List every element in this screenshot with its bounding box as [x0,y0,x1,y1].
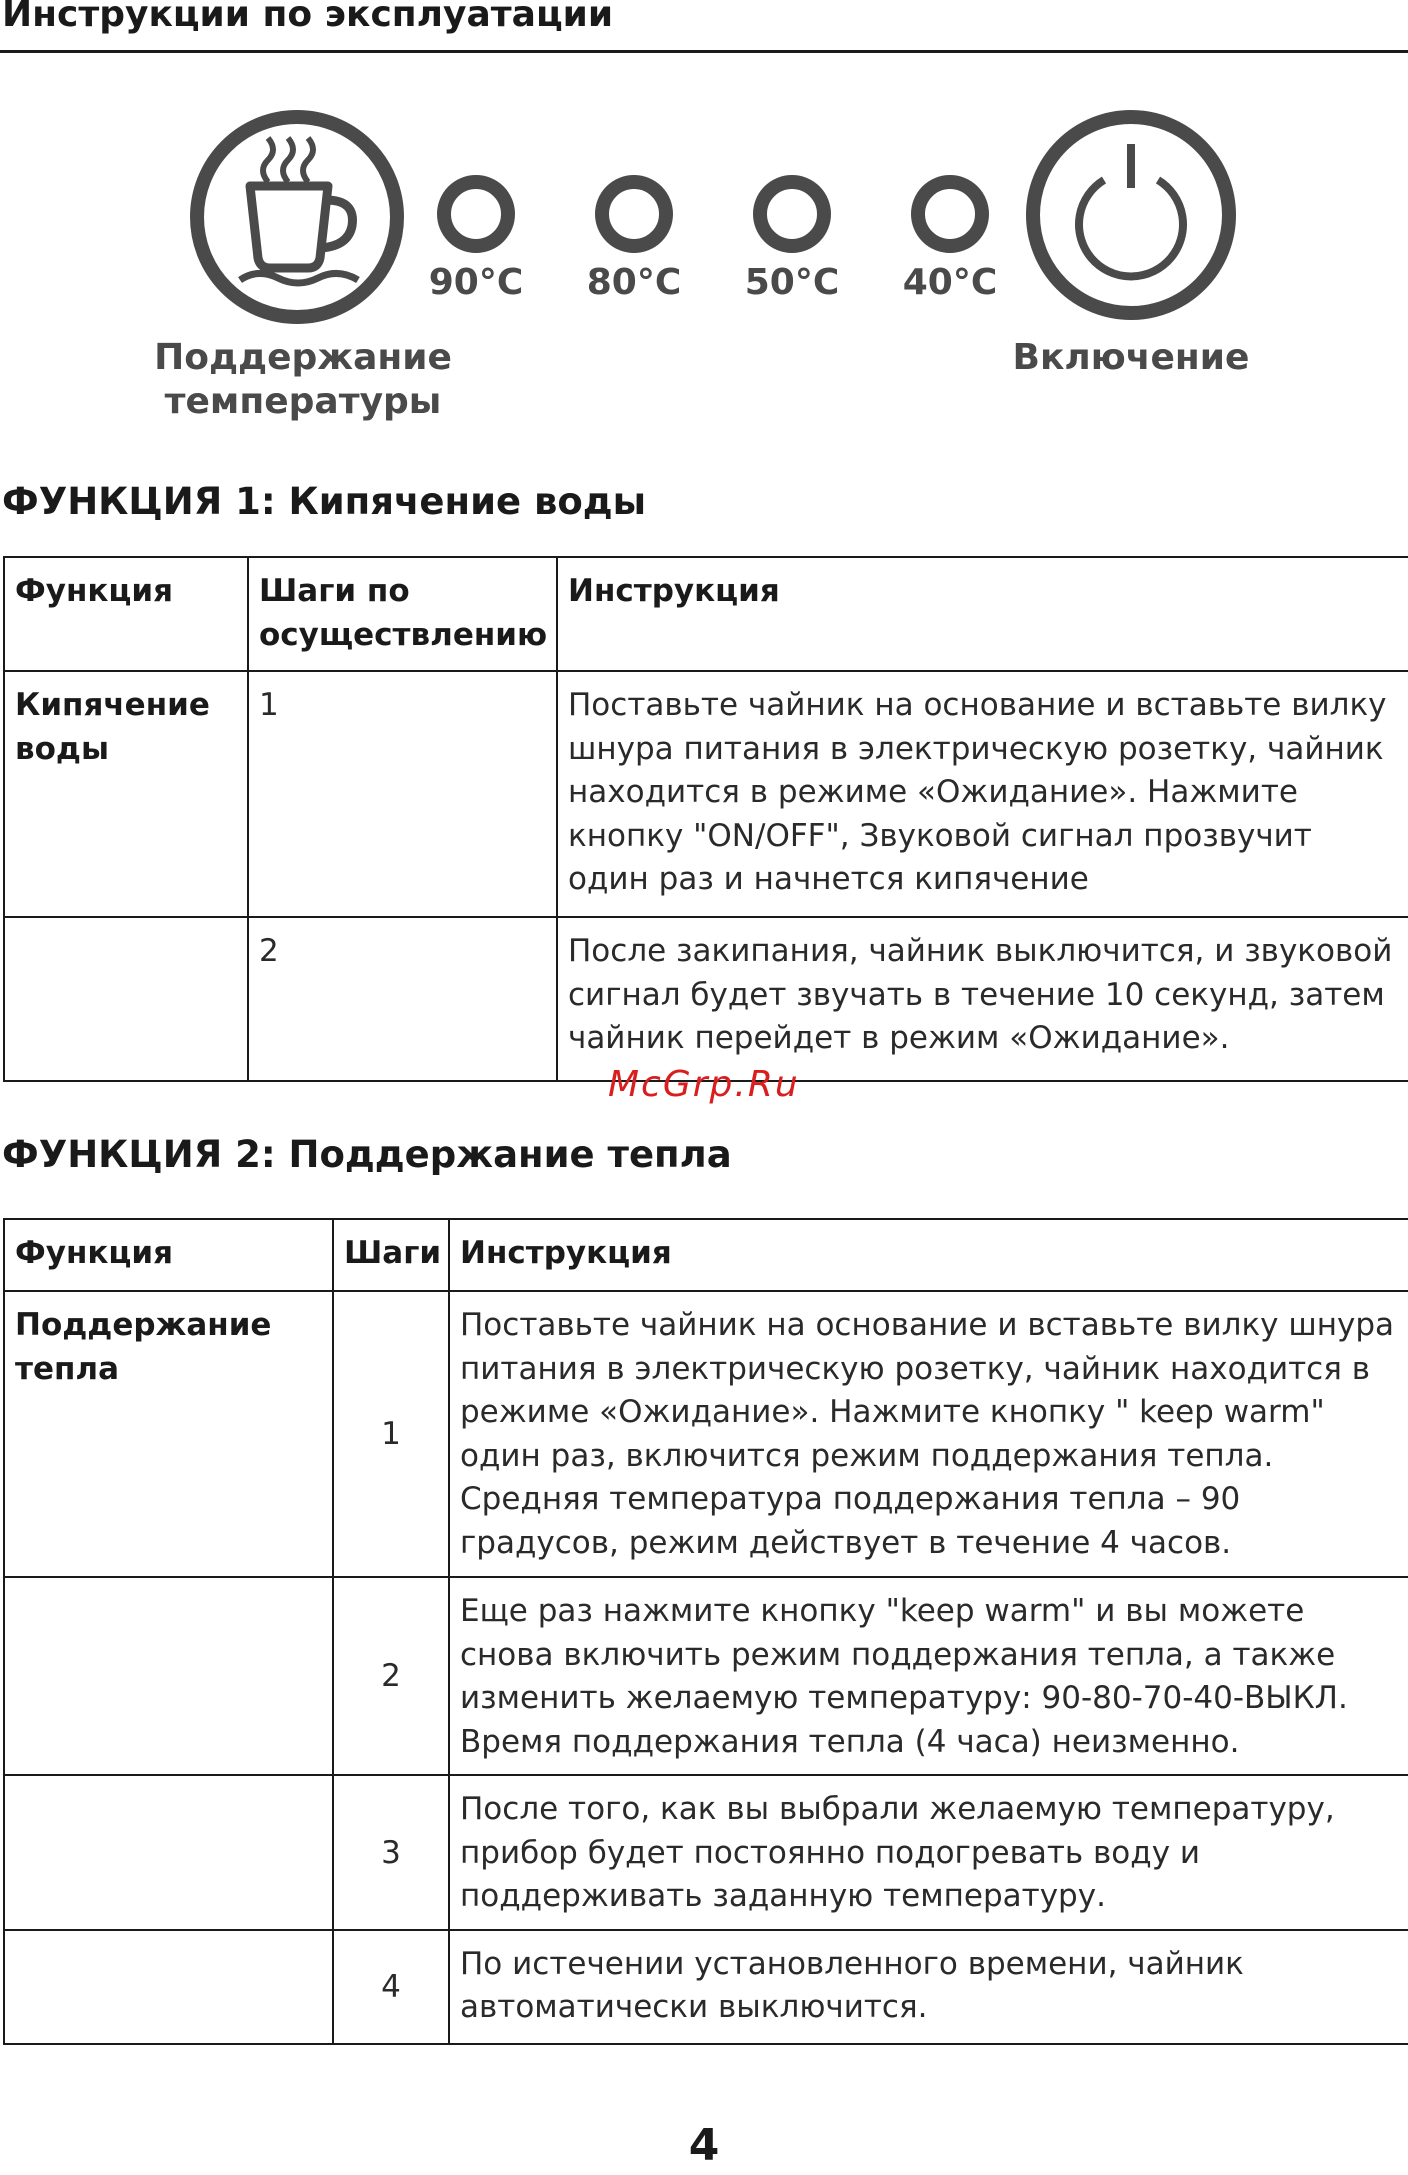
cell-instruction: После того, как вы выбрали желаемую температуру, прибор будет постоянно подогревать воду и поддерживать заданную температуру. [449,1775,1408,1930]
cell-step: 4 [333,1930,449,2044]
header-instruction: Инструкция [449,1219,1408,1291]
table-row [4,671,1408,917]
cell-function: Поддержание тепла [4,1291,333,1577]
cell-step: 3 [333,1775,449,1930]
function2-heading: ФУНКЦИЯ 2: Поддержание тепла [2,1133,732,1176]
temp-label-40: 40°C [902,262,998,303]
cell-step: 1 [333,1291,449,1577]
cell-function [4,1930,333,2044]
function1-table [3,556,1408,1082]
header-steps: Шаги [333,1219,449,1291]
cell-function: Кипячение воды [4,671,248,917]
table-row [4,1577,1408,1775]
power-caption: Включение [1012,337,1250,378]
function1-heading: ФУНКЦИЯ 1: Кипячение воды [2,480,647,523]
indicator-90-icon [435,173,517,255]
cell-instruction: Поставьте чайник на основание и вставьте вилку шнура питания в электрическую розетку, чайник находится в режиме «Ожидание». Нажмите кнопку "ON/OFF", Звуковой сигнал прозвучит один раз и начнется кипячение [557,671,1408,917]
header-steps: Шаги по осуществлению [248,557,557,671]
cell-instruction: По истечении установленного времени, чайник автоматически выключится. [449,1930,1408,2044]
page-number: 4 [688,2120,720,2171]
table-row [4,1930,1408,2044]
indicator-40-icon [909,173,991,255]
table-header-row [4,557,1408,671]
header-function: Функция [4,1219,333,1291]
cell-step: 1 [248,671,557,917]
title-divider [0,50,1408,53]
indicator-50-icon [751,173,833,255]
cell-step: 2 [333,1577,449,1775]
cell-step: 2 [248,917,557,1081]
function2-table [3,1218,1408,2045]
temp-label-90: 90°C [428,262,524,303]
page-title: Инструкции по эксплуатации [2,0,614,35]
keep-warm-caption [130,336,476,424]
table-row [4,1291,1408,1577]
keep-warm-icon [188,108,406,326]
table-row [4,917,1408,1081]
watermark: McGrp.Ru [608,1064,800,1105]
header-instruction: Инструкция [557,557,1408,671]
cell-function [4,1775,333,1930]
indicator-80-icon [593,173,675,255]
table-header-row [4,1219,1408,1291]
power-icon [1024,108,1238,322]
keep-warm-caption-line1: Поддержание [154,337,452,378]
cell-instruction: После закипания, чайник выключится, и звуковой сигнал будет звучать в течение 10 секунд, затем чайник перейдет в режим «Ожидание». [557,917,1408,1081]
cell-instruction: Поставьте чайник на основание и вставьте вилку шнура питания в электрическую розетку, чайник находится в режиме «Ожидание». Нажмите кнопку " keep warm" один раз, включится режим поддержания тепла. Средняя температура поддержания тепла – 90 градусов, режим действует в течение 4 часов. [449,1291,1408,1577]
cell-function [4,917,248,1081]
keep-warm-caption-line2: температуры [164,381,442,422]
header-function: Функция [4,557,248,671]
table-row [4,1775,1408,1930]
temp-label-80: 80°C [586,262,682,303]
temp-label-50: 50°C [744,262,840,303]
cell-instruction: Еще раз нажмите кнопку "keep warm" и вы можете снова включить режим поддержания тепла, а также изменить желаемую температуру: 90-80-70-40-ВЫКЛ. Время поддержания тепла (4 часа) неизменно. [449,1577,1408,1775]
cell-function [4,1577,333,1775]
